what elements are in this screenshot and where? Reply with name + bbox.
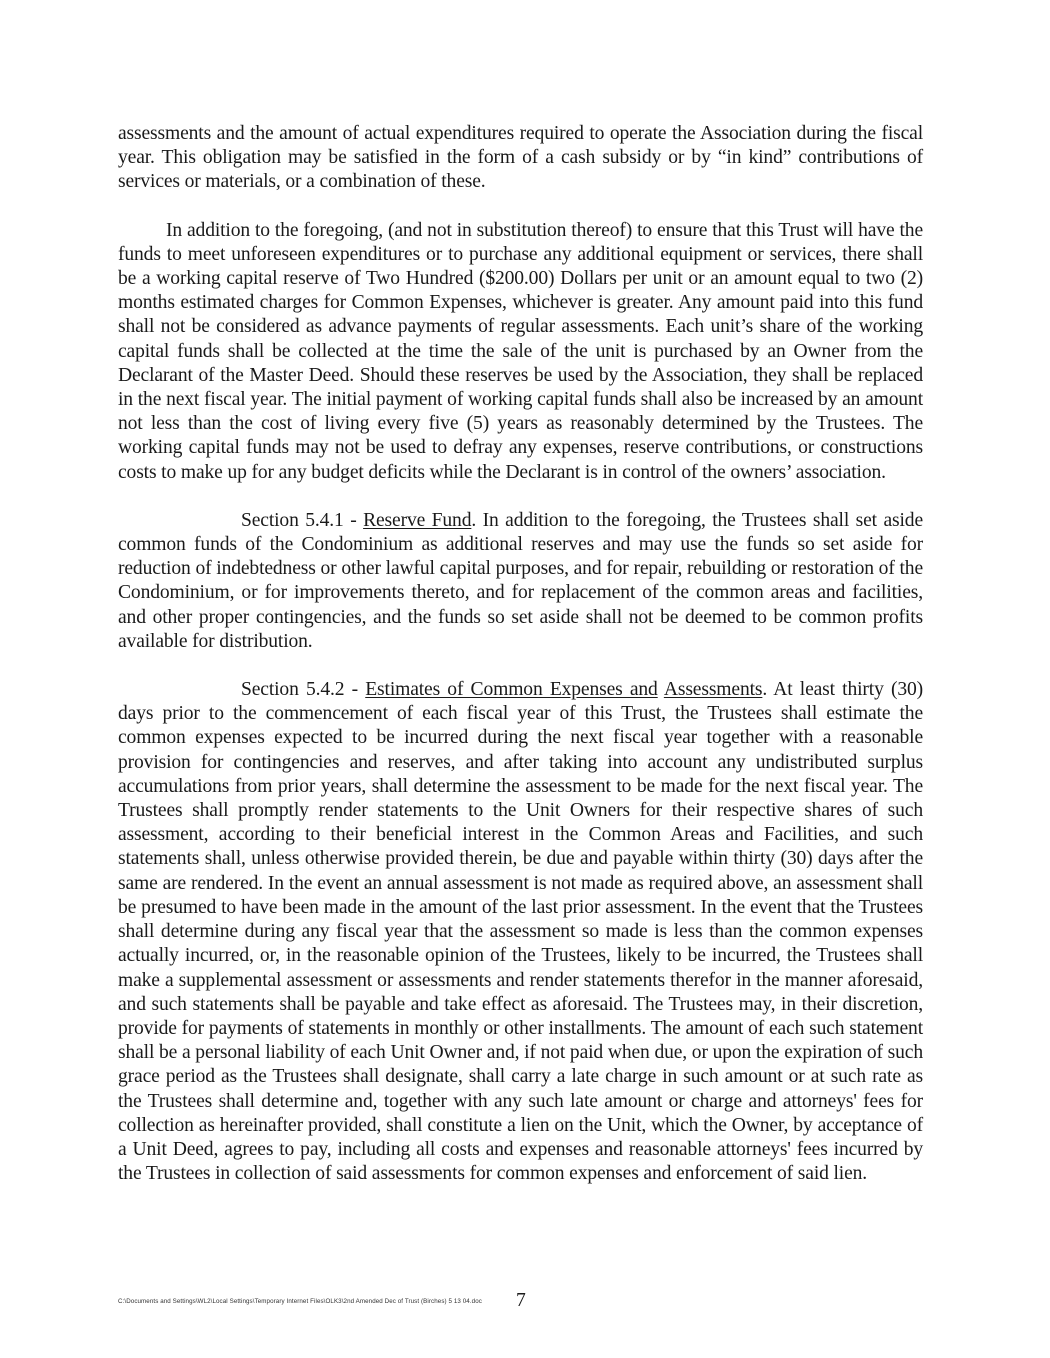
page-number: 7 — [516, 1290, 526, 1311]
section-number: Section 5.4.2 - — [241, 679, 366, 701]
paragraph-working-capital: In addition to the foregoing, (and not in substitution thereof) to ensure that this Trust will have the funds to meet unforeseen expenditures or to purchase any additional equipment or services, there shall be a working capital reserve of Two Hundred ($200.00) Dollars per unit or an amount equal to two (2) months estimated charges for Common Expenses, whichever is greater. Any amount paid into this fund shall not be considered as advance payments of regular assessments. Each unit’s share of the working capital funds shall be collected at the time the sale of the unit is purchased by an Owner from the Declarant of the Master Deed. Should these reserves be used by the Association, they shall be replaced in the next fiscal year. The initial payment of working capital funds shall also be increased by an amount not less than the cost of living every five (5) years as reasonably determined by the Trustees. The working capital funds may not be used to defray any expenses, reserve contributions, or constructions costs to make up for any budget deficits while the Declarant is in control of the owners’ association. — [118, 219, 923, 483]
section-number: Section 5.4.1 - — [241, 509, 364, 531]
section-heading: Reserve Fund — [363, 509, 472, 531]
page-footer — [118, 1290, 923, 1320]
section-heading-part1: Estimates of Common Expenses and — [365, 679, 658, 701]
section-5-4-1 — [118, 509, 923, 654]
section-body: . In addition to the foregoing, the Trustees shall set aside common funds of the Condominium as additional reserves and may use the funds so set aside for reduction of indebtedness or other lawful capital purposes, and for repair, rebuilding or restoration of the Condominium, or for improvements thereto, and for replacement of the common areas and facilities, and other proper contingencies, and the funds so set aside shall not be deemed to be common profits available for distribution. — [118, 509, 924, 652]
document-page — [118, 122, 923, 1210]
paragraph-continued: assessments and the amount of actual expenditures required to operate the Association during the fiscal year. This obligation may be satisfied in the form of a cash subsidy or by “in kind” contributions of services or materials, or a combination of these. — [118, 123, 923, 193]
section-5-4-2 — [118, 678, 923, 1186]
section-heading-part2: Assessments — [663, 679, 763, 701]
section-body: . At least thirty (30) days prior to the commencement of each fiscal year of this Trust, the Trustees shall estimate the common expenses expected to be incurred during the next fiscal year together with a reasonable provision for contingencies and reserves, and after taking into account any undistributed surplus accumulations from prior years, shall determine the assessment to be made for the next fiscal year. The Trustees shall promptly render statements to the Unit Owners for their respective shares of such assessment, according to their beneficial interest in the Common Areas and Facilities, and such statements shall, unless otherwise provided therein, be due and payable within thirty (30) days after the same are rendered. In the event an annual assessment is not made as required above, an assessment shall be presumed to have been made in the amount of the last prior assessment. In the event that the Trustees shall determine during any fiscal year that the assessment so made is less than the common expenses actually incurred, or, in the reasonable opinion of the Trustees, likely to be incurred, the Trustees shall make a supplemental assessment or assessments and render statements therefor in the manner aforesaid, and such statements shall be payable and take effect as aforesaid. The Trustees may, in their discretion, provide for payments of statements in monthly or other installments. The amount of each such statement shall be a personal liability of each Unit Owner and, if not paid when due, or upon the expiration of such grace period as the Trustees shall designate, shall carry a late charge in such amount or at such rate as the Trustees shall determine and, together with any such late amount or charge and attorneys' fees for collection as hereinafter provided, shall constitute a lien on the Unit, which the Owner, by acceptance of a Unit Deed, agrees to pay, including all costs and expenses and reasonable attorneys' fees incurred by the Trustees in collection of said assessments for common expenses and enforcement of said lien. — [118, 679, 924, 1185]
footer-file-path: C:\Documents and Settings\WL2\Local Settings\Temporary Internet Files\OLK3\2nd Amended Dec of Trust (Birches) 5 13 04.doc — [118, 1298, 482, 1305]
